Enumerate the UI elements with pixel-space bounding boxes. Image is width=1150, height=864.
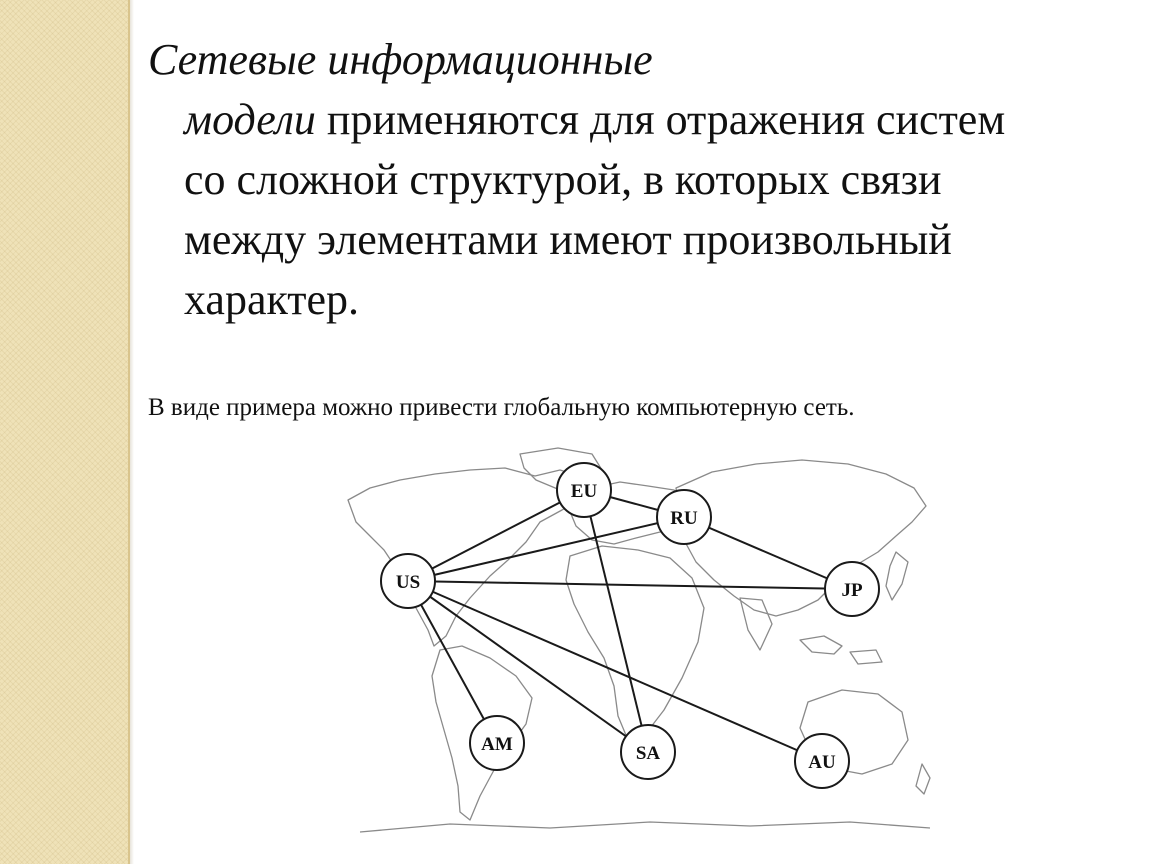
antarctica-outline: [360, 822, 930, 832]
definition-line-4: между элементами имеют произвольный: [184, 215, 952, 264]
node-am: [470, 716, 524, 770]
network-diagram: [330, 440, 940, 840]
term-line-2: модели: [184, 95, 316, 144]
new-zealand-outline: [916, 764, 930, 794]
africa-outline: [566, 546, 704, 740]
link-us-au: [408, 581, 822, 761]
link-us-jp: [408, 581, 852, 589]
decorative-side-strip: [0, 0, 130, 864]
definition-line-3: со сложной структурой, в которых связи: [184, 155, 942, 204]
definition-line-2-rest: применяются для отражения систем: [315, 95, 1006, 144]
node-label: SA: [635, 743, 661, 764]
southeast-asia-islands-outline: [800, 636, 882, 664]
definition-line-5: характер.: [184, 275, 360, 324]
japan-outline: [886, 552, 908, 600]
node-label: RU: [670, 508, 698, 529]
network-map: [330, 440, 940, 840]
network-nodes: [381, 463, 879, 788]
node-jp: [825, 562, 879, 616]
network-links: [408, 490, 852, 761]
node-label: EU: [570, 481, 598, 502]
term-line-1: Сетевые информационные: [148, 35, 653, 84]
node-label: JP: [841, 580, 863, 601]
node-label: AM: [481, 734, 513, 755]
node-us: [381, 554, 435, 608]
definition-text: [148, 30, 1148, 330]
node-label: US: [395, 572, 421, 593]
link-us-eu: [408, 490, 584, 581]
node-au: [795, 734, 849, 788]
node-eu: [557, 463, 611, 517]
node-sa: [621, 725, 675, 779]
india-outline: [740, 598, 772, 650]
link-us-ru: [408, 517, 684, 581]
node-label: AU: [808, 752, 836, 773]
node-ru: [657, 490, 711, 544]
north-america-outline: [348, 468, 592, 646]
definition-line-2: [148, 90, 1148, 150]
example-text: В виде примера можно привести глобальную компьютерную сеть.: [148, 394, 855, 421]
